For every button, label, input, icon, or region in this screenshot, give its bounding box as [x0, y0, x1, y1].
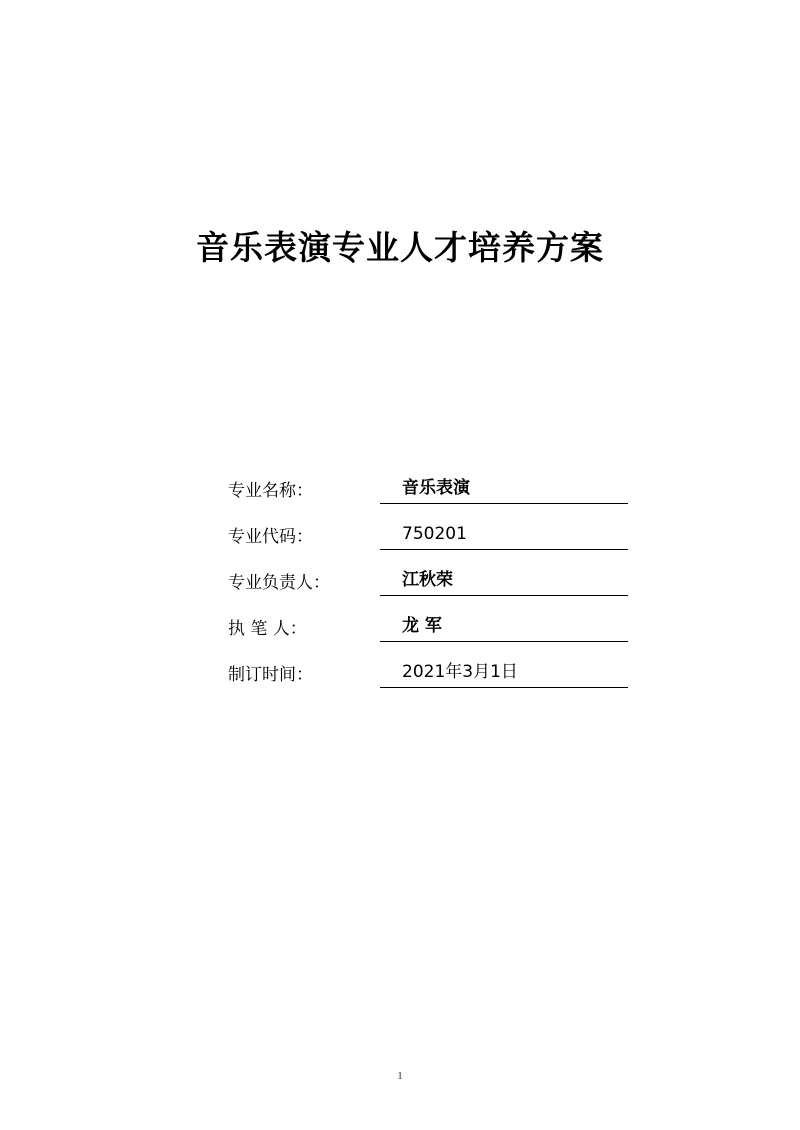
metadata-value: 江秋荣: [380, 567, 628, 596]
metadata-value: 音乐表演: [380, 475, 628, 504]
metadata-value: 龙 军: [380, 613, 628, 642]
metadata-label: 制订时间：: [228, 665, 313, 685]
metadata-label: 专业代码：: [228, 527, 313, 547]
metadata-row-author: [228, 596, 628, 642]
page-number: 1: [397, 1070, 403, 1082]
metadata-label: 专业负责人：: [228, 573, 330, 593]
page-title: 音乐表演专业人才培养方案: [196, 228, 604, 267]
metadata-label: 执 笔 人：: [228, 619, 307, 639]
metadata-value: 2021年3月1日: [380, 659, 628, 688]
metadata-row-major-lead: [228, 550, 628, 596]
metadata-row-major-code: [228, 504, 628, 550]
metadata-row-major-name: [228, 458, 628, 504]
metadata-row-date: [228, 642, 628, 688]
cover-metadata-list: [228, 458, 628, 688]
metadata-label: 专业名称：: [228, 481, 313, 501]
metadata-value: 750201: [380, 521, 628, 550]
